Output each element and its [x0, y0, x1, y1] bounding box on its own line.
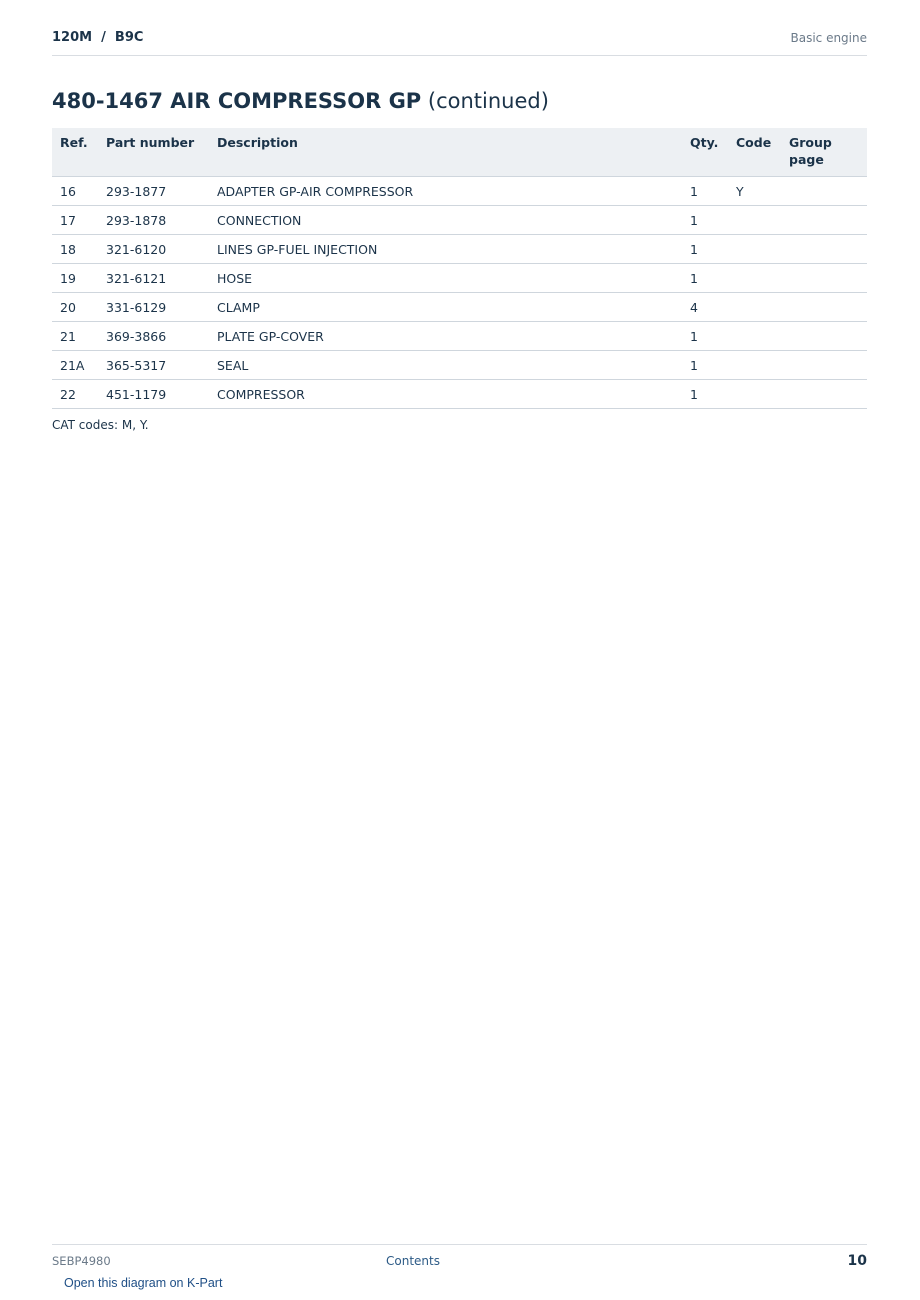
- cell-group-page: [781, 177, 867, 206]
- cell-group-page: [781, 293, 867, 322]
- cell-group-page: [781, 235, 867, 264]
- cell-ref: 16: [52, 177, 98, 206]
- page-header: [52, 29, 867, 56]
- col-header-qty: Qty.: [682, 128, 728, 177]
- table-row: [52, 264, 867, 293]
- contents-link[interactable]: Contents: [386, 1254, 440, 1268]
- cell-code: [728, 206, 781, 235]
- cell-ref: 17: [52, 206, 98, 235]
- page-footer: [52, 1244, 867, 1275]
- cell-group-page: [781, 351, 867, 380]
- cell-ref: 20: [52, 293, 98, 322]
- cell-part-number: 293-1877: [98, 177, 209, 206]
- cell-part-number: 293-1878: [98, 206, 209, 235]
- cell-description: CLAMP: [209, 293, 682, 322]
- table-row: [52, 322, 867, 351]
- cell-code: [728, 293, 781, 322]
- cell-description: LINES GP-FUEL INJECTION: [209, 235, 682, 264]
- cell-qty: 1: [682, 351, 728, 380]
- cell-part-number: 369-3866: [98, 322, 209, 351]
- cell-code: Y: [728, 177, 781, 206]
- cell-part-number: 365-5317: [98, 351, 209, 380]
- title-continued: (continued): [427, 89, 549, 113]
- page-number: 10: [847, 1253, 867, 1269]
- cell-group-page: [781, 322, 867, 351]
- cell-group-page: [781, 264, 867, 293]
- cell-part-number: 321-6120: [98, 235, 209, 264]
- table-row: [52, 293, 867, 322]
- cell-code: [728, 351, 781, 380]
- col-header-code: Code: [728, 128, 781, 177]
- cell-qty: 4: [682, 293, 728, 322]
- document-number: SEBP4980: [52, 1254, 111, 1268]
- col-header-ref: Ref.: [52, 128, 98, 177]
- col-header-group-page: Group page: [781, 128, 867, 177]
- page-title: [52, 89, 549, 113]
- cell-ref: 18: [52, 235, 98, 264]
- model-label: 120M / B9C: [52, 30, 144, 45]
- table-header-row: [52, 128, 867, 177]
- cell-description: CONNECTION: [209, 206, 682, 235]
- cell-code: [728, 264, 781, 293]
- cell-ref: 22: [52, 380, 98, 409]
- table-row: [52, 380, 867, 409]
- cell-description: SEAL: [209, 351, 682, 380]
- cell-description: HOSE: [209, 264, 682, 293]
- table-row: [52, 177, 867, 206]
- cell-part-number: 331-6129: [98, 293, 209, 322]
- cell-description: PLATE GP-COVER: [209, 322, 682, 351]
- open-k-part-link[interactable]: Open this diagram on K-Part: [64, 1276, 223, 1290]
- cell-ref: 19: [52, 264, 98, 293]
- cell-qty: 1: [682, 235, 728, 264]
- cell-description: COMPRESSOR: [209, 380, 682, 409]
- parts-table: [52, 128, 867, 409]
- col-header-part-number: Part number: [98, 128, 209, 177]
- cell-group-page: [781, 206, 867, 235]
- cell-ref: 21A: [52, 351, 98, 380]
- col-header-description: Description: [209, 128, 682, 177]
- title-group-number: 480-1467 AIR COMPRESSOR GP: [52, 89, 422, 113]
- cell-part-number: 321-6121: [98, 264, 209, 293]
- cell-code: [728, 322, 781, 351]
- cell-description: ADAPTER GP-AIR COMPRESSOR: [209, 177, 682, 206]
- cell-qty: 1: [682, 206, 728, 235]
- cell-qty: 1: [682, 322, 728, 351]
- cat-codes-note: CAT codes: M, Y.: [52, 418, 149, 432]
- cell-code: [728, 380, 781, 409]
- table-row: [52, 235, 867, 264]
- table-row: [52, 206, 867, 235]
- cell-group-page: [781, 380, 867, 409]
- cell-qty: 1: [682, 177, 728, 206]
- cell-qty: 1: [682, 264, 728, 293]
- table-row: [52, 351, 867, 380]
- cell-qty: 1: [682, 380, 728, 409]
- cell-ref: 21: [52, 322, 98, 351]
- cell-part-number: 451-1179: [98, 380, 209, 409]
- section-label: Basic engine: [790, 31, 867, 45]
- cell-code: [728, 235, 781, 264]
